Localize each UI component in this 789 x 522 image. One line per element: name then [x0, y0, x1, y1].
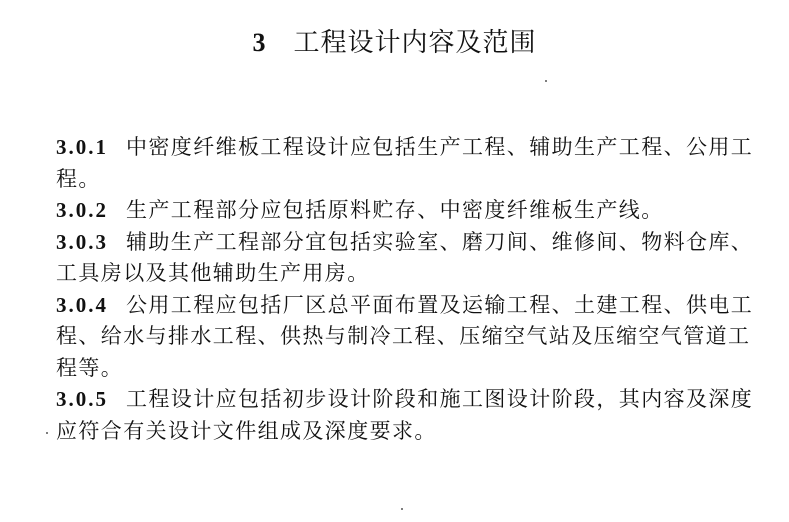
clause-number: 3.0.2 — [56, 198, 108, 222]
section-title: 工程设计内容及范围 — [293, 28, 537, 58]
clause-number: 3.0.3 — [56, 229, 108, 254]
clause-3-0-4 — [56, 290, 756, 385]
section-heading — [0, 26, 789, 60]
clause-number: 3.0.5 — [56, 387, 108, 411]
section-number: 3 — [252, 28, 266, 57]
clause-number: 3.0.1 — [56, 135, 108, 159]
clause-list — [56, 132, 756, 447]
clause-text: 公用工程应包括厂区总平面布置及运输工程、土建工程、供电工程、给水与排水工程、供热与制冷工程、压缩空气站及压缩空气管道工程等。 — [56, 292, 754, 380]
clause-3-0-3 — [56, 227, 756, 290]
clause-text: 辅助生产工程部分宜包括实验室、磨刀间、维修间、物料仓库、工具房以及其他辅助生产用房。 — [56, 229, 754, 285]
clause-text: 生产工程部分应包括原料贮存、中密度纤维板生产线。 — [126, 198, 664, 222]
clause-3-0-2 — [56, 195, 756, 227]
clause-3-0-1 — [56, 132, 756, 195]
scan-speck — [401, 508, 403, 510]
clause-3-0-5 — [56, 384, 756, 447]
clause-text: 工程设计应包括初步设计阶段和施工图设计阶段，其内容及深度应符合有关设计文件组成及深度要求。 — [56, 387, 754, 443]
clause-text: 中密度纤维板工程设计应包括生产工程、辅助生产工程、公用工程。 — [56, 135, 754, 191]
scan-speck — [46, 432, 48, 434]
clause-number: 3.0.4 — [56, 292, 108, 317]
scan-speck — [545, 80, 547, 82]
